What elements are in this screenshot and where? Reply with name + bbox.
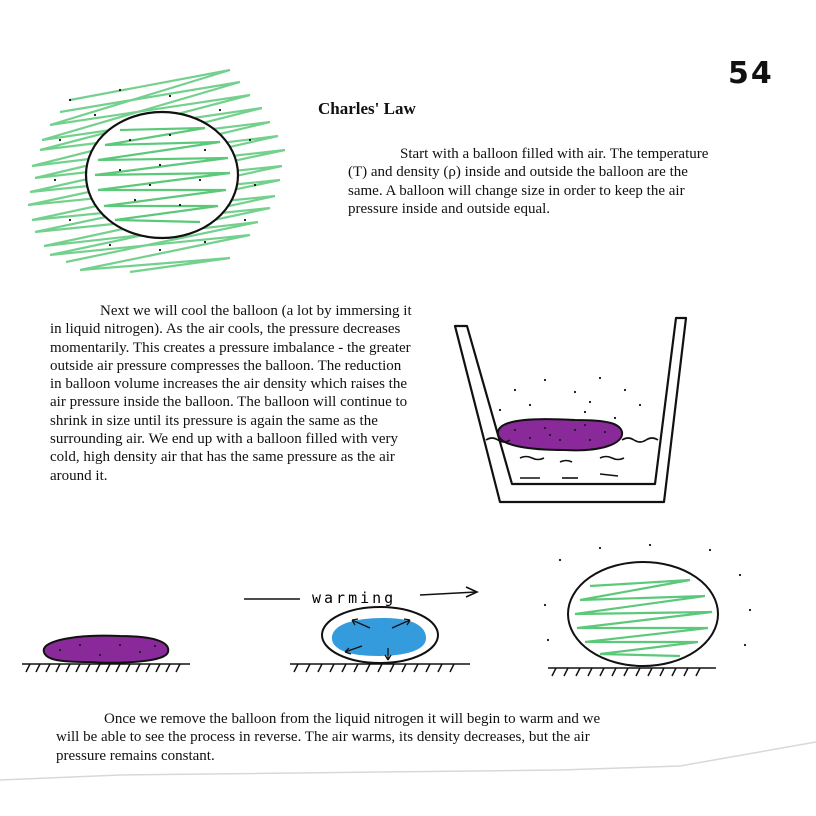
cooling-paragraph: Next we will cool the balloon (a lot by immersing it in liquid nitrogen). As the air cools, the pressure decreases momentarily. This creates a pressure imbalance - the greater outside air pressure compresses the balloon. The reduction in balloon volume increases the air density which raises the air pressure inside the balloon. The balloon will continue to shrink in size until its pressure is again the same as the surrounding air. We end up with a balloon filled with very cold, high density air that has the same pressure as the air around it. — [50, 303, 412, 484]
page-number: 54 — [728, 56, 774, 91]
page-title: Charles' Law — [318, 99, 416, 118]
warming-paragraph: Once we remove the balloon from the liquid nitrogen it will begin to warm and we will be able to see the process in reverse. The air warms, its density decreases, but the air pressure remains constant. — [56, 711, 601, 764]
intro-paragraph: Start with a balloon filled with air. The temperature (T) and density (ρ) inside and outside the balloon are the same. A balloon will change size in order to keep the air pressure inside and outside equal. — [348, 146, 709, 217]
warming-label: warming — [312, 589, 397, 607]
